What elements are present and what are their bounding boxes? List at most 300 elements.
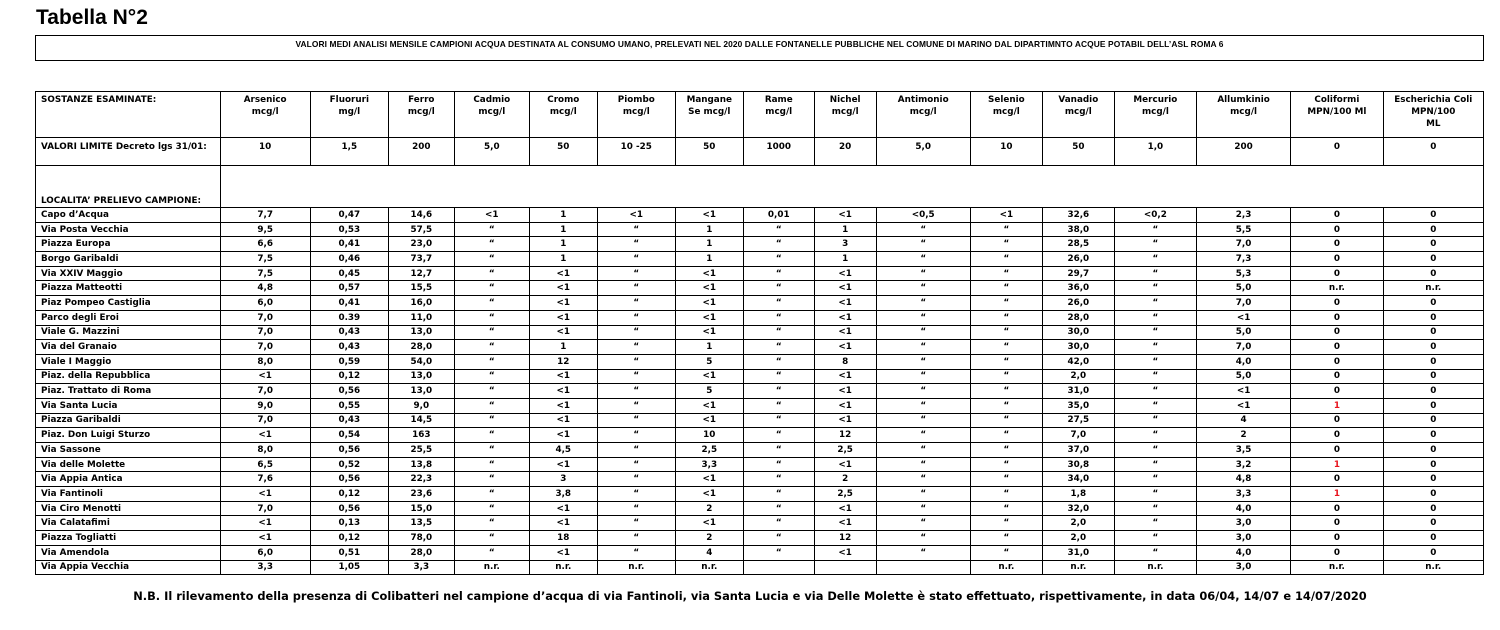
table-cell <box>876 560 970 575</box>
table-cell: <1 <box>814 325 876 340</box>
table-row <box>36 340 1484 355</box>
table-cell: “ <box>743 472 814 487</box>
table-cell: <1 <box>529 384 597 399</box>
table-cell: 28,0 <box>388 545 454 560</box>
limit-value: 0 <box>1291 138 1383 166</box>
table-cell: 5,0 <box>1196 325 1290 340</box>
column-header <box>743 92 814 138</box>
table-cell: n.r. <box>1291 560 1383 575</box>
locations-header-row <box>36 166 1484 208</box>
table-cell: 2,3 <box>1196 208 1290 223</box>
table-cell: “ <box>1114 487 1196 502</box>
table-cell: n.r. <box>1114 560 1196 575</box>
table-cell: 23,6 <box>388 487 454 502</box>
table-cell: 12 <box>529 354 597 369</box>
locations-label: LOCALITA’ PRELIEVO CAMPIONE: <box>36 166 221 208</box>
table-body <box>36 92 1484 575</box>
table-cell: “ <box>743 501 814 516</box>
table-cell: <1 <box>220 428 310 443</box>
table-cell: 7,0 <box>220 340 310 355</box>
table-cell: 0,43 <box>310 325 388 340</box>
location-name: Via Appia Vecchia <box>36 560 221 575</box>
table-cell: 8,0 <box>220 443 310 458</box>
column-header-line: Allumkinio <box>1217 95 1270 105</box>
table-cell: 13,5 <box>388 516 454 531</box>
location-name: Via del Granaio <box>36 340 221 355</box>
location-name: Piazza Garibaldi <box>36 413 221 428</box>
column-header-line: mcg/l <box>1230 107 1258 117</box>
column-header-line: Cromo <box>547 95 580 105</box>
table-cell: 0 <box>1291 340 1383 355</box>
locations-header-spacer <box>220 166 1483 208</box>
table-cell: 1 <box>675 252 743 267</box>
table-cell: 18 <box>529 531 597 546</box>
table-cell: 7,0 <box>1196 237 1290 252</box>
table-cell: 7,0 <box>1196 296 1290 311</box>
column-header <box>454 92 529 138</box>
table-cell: 1 <box>529 222 597 237</box>
table-cell: “ <box>454 369 529 384</box>
table-cell: 0 <box>1383 237 1483 252</box>
table-cell: “ <box>743 354 814 369</box>
table-cell: 1 <box>1291 398 1383 413</box>
table-cell: 28,5 <box>1042 237 1114 252</box>
column-header <box>310 92 388 138</box>
column-header-line: Arsenico <box>243 95 287 105</box>
table-cell: 0 <box>1383 443 1483 458</box>
table-cell: <1 <box>529 296 597 311</box>
column-header-line: mcg/l <box>478 107 506 117</box>
table-cell: 3,3 <box>220 560 310 575</box>
table-cell: “ <box>597 222 675 237</box>
table-cell: 3,0 <box>1196 531 1290 546</box>
column-header-line: mcg/l <box>622 107 650 117</box>
table-cell: <1 <box>675 281 743 296</box>
table-cell: “ <box>970 252 1042 267</box>
table-cell: 0 <box>1383 354 1483 369</box>
limit-value: 50 <box>529 138 597 166</box>
page-title: Tabella N°2 <box>36 6 148 29</box>
table-cell: <1 <box>529 325 597 340</box>
table-cell: <1 <box>814 208 876 223</box>
table-cell: 7,7 <box>220 208 310 223</box>
table-cell: 26,0 <box>1042 296 1114 311</box>
table-cell: <1 <box>814 457 876 472</box>
table-cell: “ <box>1114 281 1196 296</box>
table-cell: 30,0 <box>1042 325 1114 340</box>
table-cell: 3,0 <box>1196 560 1290 575</box>
table-cell: “ <box>876 457 970 472</box>
table-cell: 0 <box>1383 384 1483 399</box>
table-cell: “ <box>876 354 970 369</box>
table-cell: <1 <box>675 266 743 281</box>
table-cell: “ <box>743 398 814 413</box>
table-cell: “ <box>1114 472 1196 487</box>
table-cell: “ <box>454 545 529 560</box>
table-cell: 0 <box>1291 545 1383 560</box>
table-cell: n.r. <box>1383 560 1483 575</box>
table-cell: 7,3 <box>1196 252 1290 267</box>
table-cell: “ <box>743 340 814 355</box>
column-header <box>876 92 970 138</box>
table-cell: 0 <box>1291 369 1383 384</box>
table-cell: “ <box>876 281 970 296</box>
table-cell: 4,8 <box>1196 472 1290 487</box>
column-header <box>597 92 675 138</box>
table-cell: 54,0 <box>388 354 454 369</box>
table-cell: 0,45 <box>310 266 388 281</box>
table-cell: <1 <box>529 266 597 281</box>
table-cell: “ <box>597 531 675 546</box>
table-cell: 13,8 <box>388 457 454 472</box>
table-cell: “ <box>454 472 529 487</box>
table-cell: 12 <box>814 428 876 443</box>
table-cell: “ <box>1114 398 1196 413</box>
table-cell: 0 <box>1383 413 1483 428</box>
table-cell: “ <box>970 487 1042 502</box>
table-cell: 1 <box>814 222 876 237</box>
table-cell: “ <box>1114 443 1196 458</box>
table-cell: “ <box>597 340 675 355</box>
location-name: Borgo Garibaldi <box>36 252 221 267</box>
table-cell: 4,0 <box>1196 354 1290 369</box>
location-name: Via XXIV Maggio <box>36 266 221 281</box>
table-cell: 0 <box>1383 501 1483 516</box>
table-cell: “ <box>743 457 814 472</box>
table-cell: <1 <box>814 501 876 516</box>
table-cell: <1 <box>814 413 876 428</box>
location-name: Via Posta Vecchia <box>36 222 221 237</box>
location-name: Via delle Molette <box>36 457 221 472</box>
location-name: Via Appia Antica <box>36 472 221 487</box>
table-cell: “ <box>876 384 970 399</box>
table-cell: 6,0 <box>220 545 310 560</box>
table-cell: “ <box>454 384 529 399</box>
table-row <box>36 354 1484 369</box>
table-cell: 0 <box>1291 384 1383 399</box>
limit-value: 1,0 <box>1114 138 1196 166</box>
table-cell: 31,0 <box>1042 545 1114 560</box>
column-header-line: Antimonio <box>897 95 949 105</box>
table-row <box>36 222 1484 237</box>
table-cell: 1,05 <box>310 560 388 575</box>
table-cell: “ <box>1114 457 1196 472</box>
table-cell: 3,2 <box>1196 457 1290 472</box>
table-cell: 57,5 <box>388 222 454 237</box>
table-cell: “ <box>743 310 814 325</box>
table-row <box>36 428 1484 443</box>
table-cell: “ <box>970 340 1042 355</box>
table-cell: <1 <box>814 296 876 311</box>
table-cell: 5,0 <box>1196 281 1290 296</box>
table-cell: “ <box>970 222 1042 237</box>
location-name: Parco degli Eroi <box>36 310 221 325</box>
table-cell: “ <box>1114 413 1196 428</box>
table-cell: 3,3 <box>1196 487 1290 502</box>
table-cell: “ <box>1114 252 1196 267</box>
table-cell: 0,57 <box>310 281 388 296</box>
table-cell: 0,12 <box>310 369 388 384</box>
header-label: SOSTANZE ESAMINATE: <box>36 92 221 138</box>
table-cell: 2 <box>675 501 743 516</box>
table-row <box>36 310 1484 325</box>
table-row <box>36 531 1484 546</box>
table-cell: 0 <box>1383 428 1483 443</box>
table-cell: “ <box>970 531 1042 546</box>
table-cell: “ <box>743 296 814 311</box>
limit-value: 5,0 <box>454 138 529 166</box>
table-cell: 0 <box>1291 252 1383 267</box>
table-cell: “ <box>454 325 529 340</box>
location-name: Via Calatafimi <box>36 516 221 531</box>
table-cell: 0,54 <box>310 428 388 443</box>
table-cell: 2,0 <box>1042 531 1114 546</box>
column-header-line: mg/l <box>338 107 361 117</box>
limit-value: 1000 <box>743 138 814 166</box>
limit-value: 200 <box>388 138 454 166</box>
table-cell: 7,0 <box>220 413 310 428</box>
table-cell: “ <box>970 354 1042 369</box>
table-cell: 6,6 <box>220 237 310 252</box>
table-cell: n.r. <box>1383 281 1483 296</box>
table-cell: 73,7 <box>388 252 454 267</box>
column-header-line: Cadmio <box>473 95 511 105</box>
table-cell: 3 <box>814 237 876 252</box>
column-header-line: mcg/l <box>909 107 937 117</box>
table-row <box>36 398 1484 413</box>
location-name: Viale G. Mazzini <box>36 325 221 340</box>
table-cell: 0 <box>1383 266 1483 281</box>
table-cell: <1 <box>597 208 675 223</box>
table-cell: 1 <box>675 340 743 355</box>
table-cell: 1 <box>529 208 597 223</box>
table-cell: <1 <box>529 457 597 472</box>
table-cell: 14,5 <box>388 413 454 428</box>
table-cell: 0 <box>1291 266 1383 281</box>
table-cell: 3,8 <box>529 487 597 502</box>
table-cell: <1 <box>675 472 743 487</box>
table-cell: “ <box>876 310 970 325</box>
table-cell: “ <box>876 340 970 355</box>
table-cell: “ <box>454 531 529 546</box>
table-cell: <1 <box>814 369 876 384</box>
table-cell: 0 <box>1383 531 1483 546</box>
table-cell: 13,0 <box>388 384 454 399</box>
table-cell: “ <box>597 501 675 516</box>
table-cell: n.r. <box>1042 560 1114 575</box>
table-cell: “ <box>454 340 529 355</box>
column-header-line: Nichel <box>829 95 861 105</box>
table-cell: <1 <box>675 325 743 340</box>
table-cell: 0,12 <box>310 531 388 546</box>
table-cell: “ <box>970 384 1042 399</box>
location-name: Piazza Togliatti <box>36 531 221 546</box>
table-cell: “ <box>597 325 675 340</box>
table-row <box>36 296 1484 311</box>
table-cell: 35,0 <box>1042 398 1114 413</box>
table-cell: “ <box>454 516 529 531</box>
location-name: Piaz. della Repubblica <box>36 369 221 384</box>
column-header-line: MPN/100 Ml <box>1307 107 1367 117</box>
table-cell: 0 <box>1291 413 1383 428</box>
table-cell: 1 <box>529 252 597 267</box>
table-cell: 14,6 <box>388 208 454 223</box>
location-name: Piaz Pompeo Castiglia <box>36 296 221 311</box>
table-cell: 0,43 <box>310 413 388 428</box>
table-cell: 2,5 <box>814 443 876 458</box>
column-header <box>1383 92 1483 138</box>
limits-row <box>36 138 1484 166</box>
table-cell: “ <box>1114 516 1196 531</box>
limit-value: 10 -25 <box>597 138 675 166</box>
table-cell: “ <box>876 545 970 560</box>
table-cell: 4,8 <box>220 281 310 296</box>
table-cell: 1 <box>529 340 597 355</box>
table-cell: 5,0 <box>1196 369 1290 384</box>
table-cell: 0,41 <box>310 237 388 252</box>
table-cell: “ <box>743 531 814 546</box>
table-cell: “ <box>454 222 529 237</box>
limit-value: 50 <box>675 138 743 166</box>
table-cell: <1 <box>675 208 743 223</box>
table-cell: 7,0 <box>1042 428 1114 443</box>
column-header-line: MPN/100 <box>1411 107 1456 117</box>
table-cell: “ <box>597 516 675 531</box>
table-cell: “ <box>597 384 675 399</box>
table-cell: “ <box>743 384 814 399</box>
column-header <box>675 92 743 138</box>
table-cell: 7,5 <box>220 252 310 267</box>
table-row <box>36 237 1484 252</box>
column-header <box>814 92 876 138</box>
table-cell: 5,3 <box>1196 266 1290 281</box>
table-cell: “ <box>454 310 529 325</box>
table-cell: 0 <box>1291 325 1383 340</box>
table-cell: <1 <box>220 487 310 502</box>
table-cell: 28,0 <box>1042 310 1114 325</box>
table-cell: <1 <box>675 310 743 325</box>
table-cell: “ <box>597 252 675 267</box>
table-cell: “ <box>970 281 1042 296</box>
table-cell: “ <box>970 237 1042 252</box>
table-cell: <1 <box>220 516 310 531</box>
table-cell: <1 <box>970 208 1042 223</box>
table-cell: 5 <box>675 354 743 369</box>
table-cell: 9,0 <box>388 398 454 413</box>
table-cell: “ <box>1114 428 1196 443</box>
table-cell: 0,52 <box>310 457 388 472</box>
table-cell: 0 <box>1383 208 1483 223</box>
table-cell: 7,0 <box>1196 340 1290 355</box>
column-header <box>1291 92 1383 138</box>
table-cell: “ <box>1114 384 1196 399</box>
table-cell: 2 <box>814 472 876 487</box>
table-cell: 0 <box>1383 310 1483 325</box>
table-cell: n.r. <box>675 560 743 575</box>
table-cell: 7,6 <box>220 472 310 487</box>
table-cell: 4,0 <box>1196 501 1290 516</box>
limit-value: 20 <box>814 138 876 166</box>
table-cell: <1 <box>814 384 876 399</box>
table-cell: 7,5 <box>220 266 310 281</box>
limits-label: VALORI LIMITE Decreto lgs 31/01: <box>36 138 221 166</box>
table-cell: “ <box>1114 531 1196 546</box>
table-cell: 0 <box>1291 296 1383 311</box>
table-cell: 0 <box>1383 545 1483 560</box>
table-cell: 1 <box>1291 487 1383 502</box>
table-cell: “ <box>970 325 1042 340</box>
location-name: Capo d’Acqua <box>36 208 221 223</box>
table-cell: 9,5 <box>220 222 310 237</box>
table-cell: 0,43 <box>310 340 388 355</box>
table-cell: 0,59 <box>310 354 388 369</box>
caption-box <box>35 35 1484 61</box>
table-cell: <1 <box>814 516 876 531</box>
table-cell: 32,0 <box>1042 501 1114 516</box>
table-cell: 2,5 <box>675 443 743 458</box>
table-row <box>36 208 1484 223</box>
table-cell: <1 <box>675 398 743 413</box>
table-cell: “ <box>597 545 675 560</box>
table-cell: 11,0 <box>388 310 454 325</box>
table-cell: 0,12 <box>310 487 388 502</box>
table-cell: 0,47 <box>310 208 388 223</box>
table-cell: “ <box>876 398 970 413</box>
table-cell: “ <box>743 222 814 237</box>
table-cell: “ <box>876 369 970 384</box>
table-cell: n.r. <box>970 560 1042 575</box>
table-cell: 0 <box>1291 310 1383 325</box>
table-cell: “ <box>454 296 529 311</box>
table-cell: “ <box>597 428 675 443</box>
table-cell: 6,5 <box>220 457 310 472</box>
table-cell: 7,0 <box>220 310 310 325</box>
location-name: Piaz. Trattato di Roma <box>36 384 221 399</box>
table-cell: “ <box>970 443 1042 458</box>
table-cell: 4 <box>1196 413 1290 428</box>
column-header <box>1196 92 1290 138</box>
column-header-line: Selenio <box>988 95 1025 105</box>
location-name: Viale I Maggio <box>36 354 221 369</box>
limit-value: 50 <box>1042 138 1114 166</box>
table-cell: 2 <box>675 531 743 546</box>
table-cell: <1 <box>454 208 529 223</box>
column-header-line: Fluoruri <box>329 95 369 105</box>
table-cell <box>743 560 814 575</box>
table-cell: “ <box>743 545 814 560</box>
table-cell: 13,0 <box>388 369 454 384</box>
table-cell: 3,5 <box>1196 443 1290 458</box>
table-cell: “ <box>970 428 1042 443</box>
table-cell: “ <box>1114 501 1196 516</box>
table-cell: “ <box>454 252 529 267</box>
table-cell: 27,5 <box>1042 413 1114 428</box>
table-cell: 28,0 <box>388 340 454 355</box>
table-row <box>36 413 1484 428</box>
limit-value: 0 <box>1383 138 1483 166</box>
table-cell: “ <box>876 443 970 458</box>
table-cell: 2,5 <box>814 487 876 502</box>
table-cell: 0,46 <box>310 252 388 267</box>
table-cell: “ <box>597 296 675 311</box>
column-header-line: Escherichia Coli <box>1394 95 1473 105</box>
table-cell: <1 <box>814 266 876 281</box>
table-cell: n.r. <box>1291 281 1383 296</box>
table-cell: 0 <box>1383 487 1483 502</box>
table-cell: 0 <box>1383 222 1483 237</box>
table-cell: “ <box>597 457 675 472</box>
table-cell: “ <box>970 413 1042 428</box>
